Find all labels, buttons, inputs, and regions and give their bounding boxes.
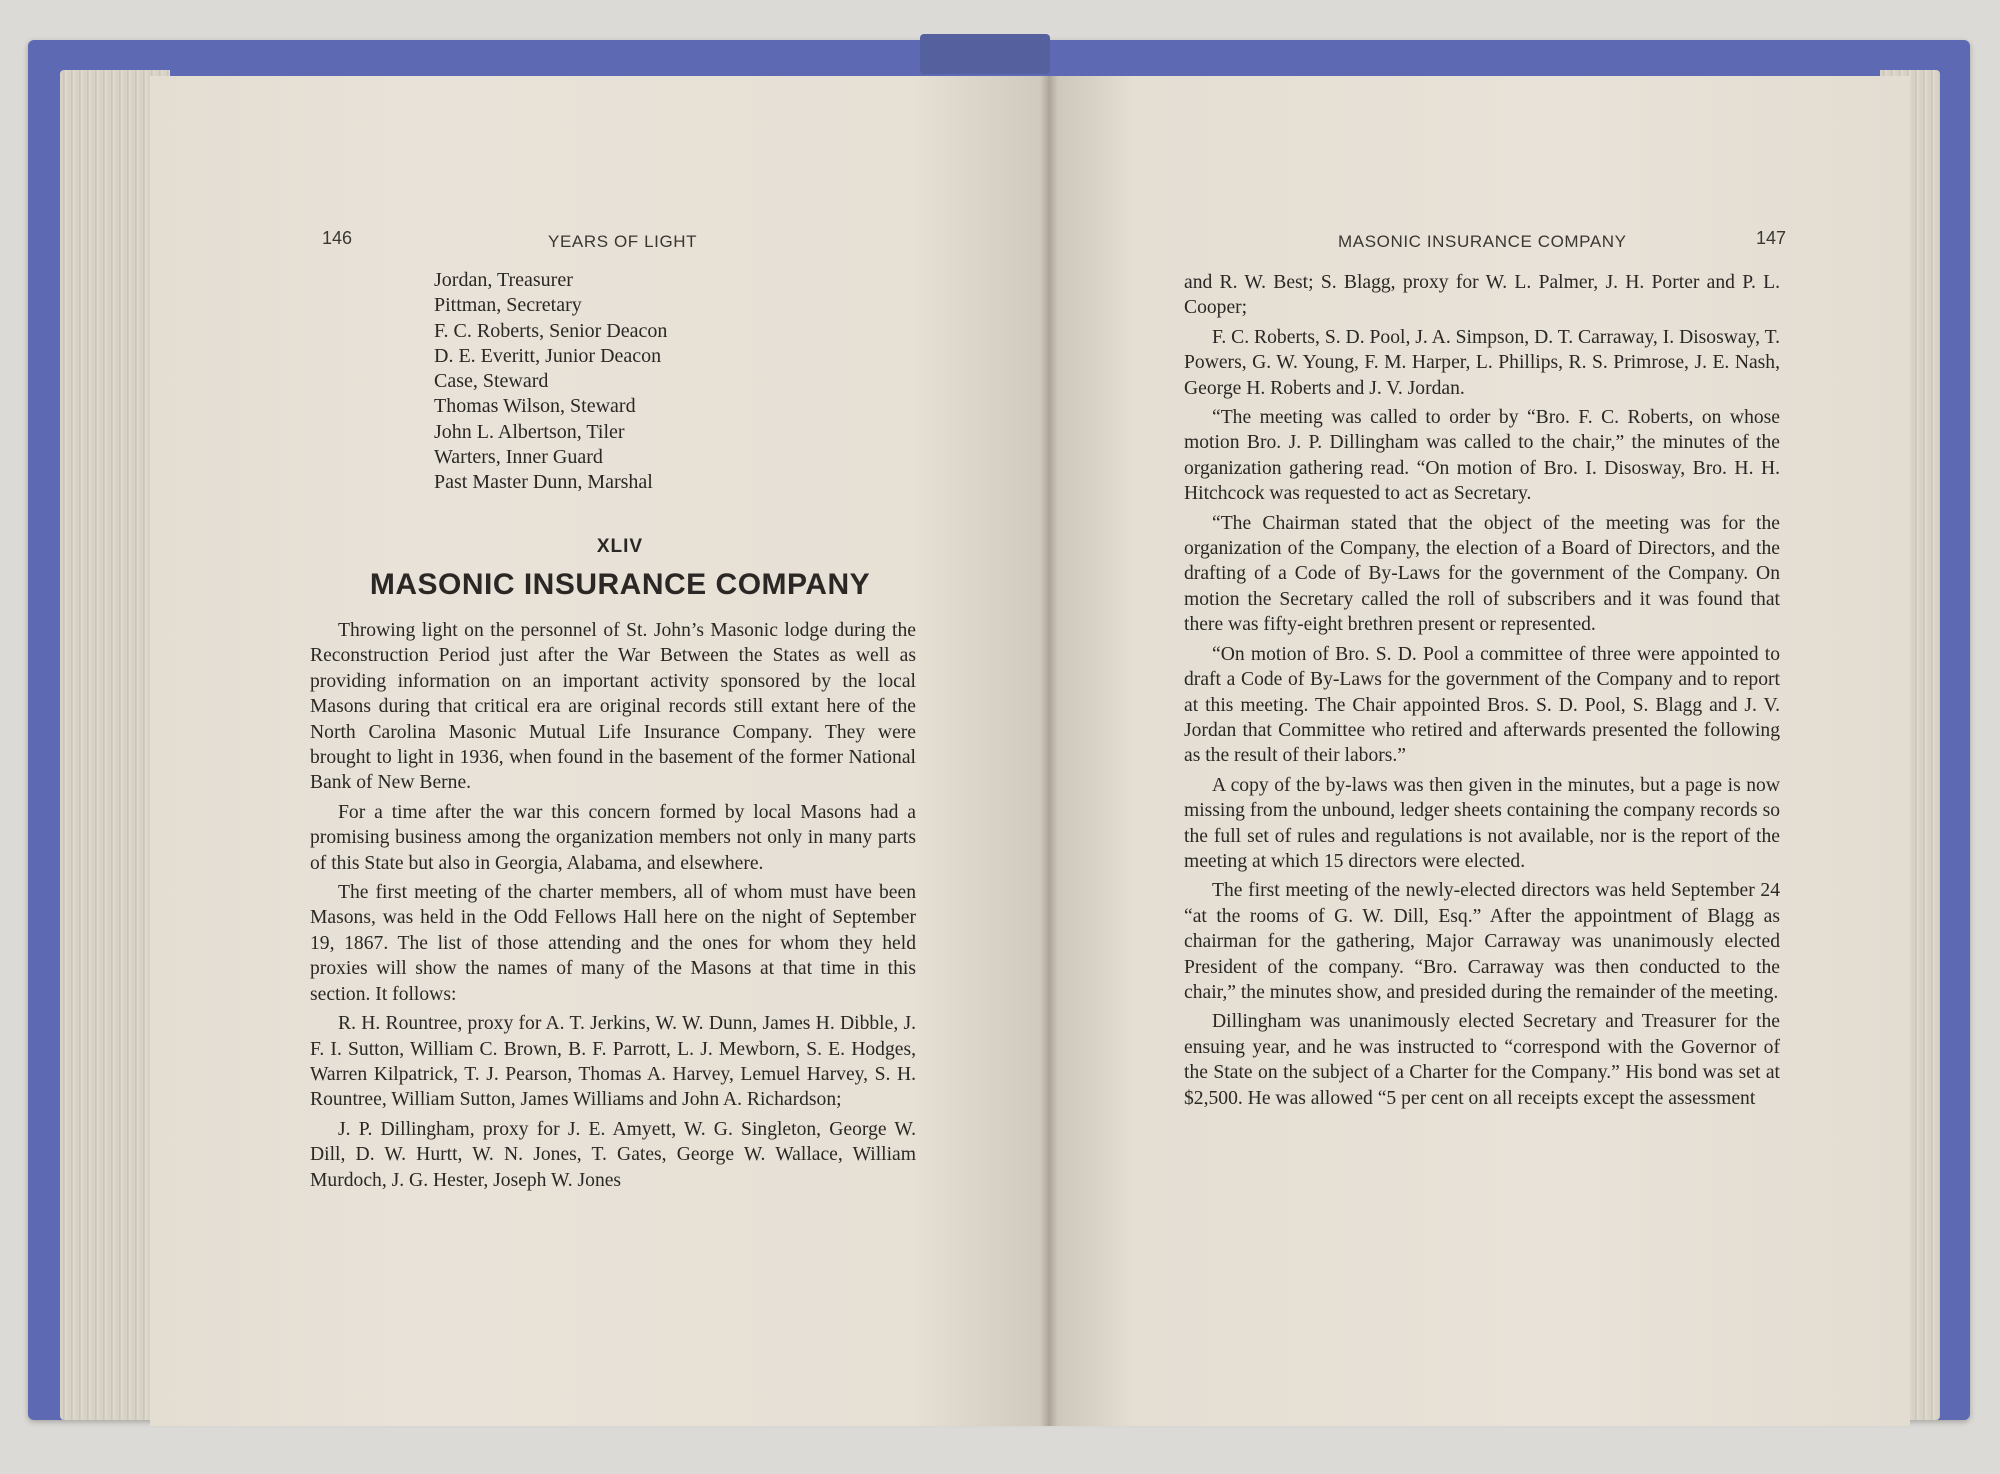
paragraph: For a time after the war this concern formed by local Masons had a promising business among the organization members not only in many parts of this State but also in Georgia, Alabama, and elsewhere.	[310, 801, 916, 874]
officer-entry: Warters, Inner Guard	[434, 446, 603, 469]
paragraph: F. C. Roberts, S. D. Pool, J. A. Simpson, D. T. Carraway, I. Disosway, T. Powers, G. W. Young, F. M. Harper, L. Phillips, R. S. Primrose, J. E. Nash, George H. Roberts and J. V. Jordan.	[1184, 326, 1780, 399]
book-spine	[920, 34, 1050, 74]
paragraph: Throwing light on the personnel of St. John’s Masonic lodge during the Reconstruction Period just after the War Between the States as well as providing information on an important activity sponsored by the local Masons during that critical era are original records still extant here of the North Carolina Masonic Mutual Life Insurance Company. They were brought to light in 1936, when found in the basement of the former National Bank of New Berne.	[310, 620, 916, 794]
chapter-title: MASONIC INSURANCE COMPANY	[369, 568, 871, 601]
paragraph: A copy of the by-laws was then given in the minutes, but a page is now missing from the unbound, ledger sheets containing the company records so the full set of rules and regulations is not available, nor is the report of the meeting at which 15 directors were elected.	[1184, 774, 1780, 872]
continued-paragraph: and R. W. Best; S. Blagg, proxy for W. L. Palmer, J. H. Porter and P. L. Cooper;	[1184, 272, 1780, 319]
paragraph: “On motion of Bro. S. D. Pool a committee of three were appointed to draft a Code of By-Laws for the government of the Company and to report at this meeting. The Chair appointed Bros. S. D. Pool, S. Blagg and J. V. Jordan that Committee who retired and afterwards presented the following as the result of their labors.”	[1184, 643, 1780, 767]
left-body-text	[310, 618, 916, 1193]
right-running-head: MASONIC INSURANCE COMPANY	[1338, 232, 1627, 251]
paragraph: The first meeting of the charter members, all of whom must have been Masons, was held in the Odd Fellows Hall here on the night of September 19, 1867. The list of those attending and the ones for whom they held proxies will show the names of many of the Masons at that time in this section. It follows:	[310, 882, 916, 1005]
officer-list	[434, 268, 834, 496]
officer-entry: F. C. Roberts, Senior Deacon	[434, 319, 668, 342]
officer-entry: Past Master Dunn, Marshal	[434, 471, 653, 494]
officer-entry: Jordan, Treasurer	[434, 269, 573, 291]
paragraph: J. P. Dillingham, proxy for J. E. Amyett, W. G. Singleton, George W. Dill, D. W. Hurtt, W. N. Jones, T. Gates, George W. Wallace, William Murdoch, J. G. Hester, Joseph W. Jones	[310, 1118, 916, 1191]
paragraph: The first meeting of the newly-elected directors was held September 24 “at the rooms of G. W. Dill, Esq.” After the appointment of Blagg as chairman for the gathering, Major Carraway was unanimously elected President of the company. “Bro. Carraway was then conducted to the chair,” the minutes show, and presided during the remainder of the meeting.	[1184, 880, 1780, 1003]
officer-entry: D. E. Everitt, Junior Deacon	[434, 344, 662, 367]
paragraph: “The meeting was called to order by “Bro. F. C. Roberts, on whose motion Bro. J. P. Dillingham was called to the chair,” the minutes of the organization gathering read. “On motion of Bro. I. Disosway, Bro. H. H. Hitchcock was requested to act as Secretary.	[1184, 407, 1780, 505]
left-running-head: YEARS OF LIGHT	[548, 232, 698, 251]
paragraph: “The Chairman stated that the object of the meeting was for the organization of the Company, the election of a Board of Directors, and the drafting of a Code of By-Laws for the government of the Company. On motion the Secretary called the roll of subscribers and it was found that there was fifty-eight brethren present or represented.	[1184, 512, 1780, 636]
right-body-text	[1184, 270, 1780, 1111]
officer-entry: Thomas Wilson, Steward	[434, 395, 636, 418]
officer-entry: John L. Albertson, Tiler	[434, 420, 625, 443]
chapter-number: XLIV	[596, 536, 644, 557]
left-page-number: 146	[322, 228, 353, 248]
officer-entry: Pittman, Secretary	[434, 294, 582, 317]
book-gutter	[1040, 76, 1058, 1426]
paragraph: R. H. Rountree, proxy for A. T. Jerkins, W. W. Dunn, James H. Dibble, J. F. I. Sutton, William C. Brown, B. F. Parrott, L. J. Mewborn, S. E. Hodges, Warren Kilpatrick, T. J. Pearson, Thomas A. Harvey, Lemuel Harvey, S. H. Rountree, William Sutton, James Williams and John A. Richardson;	[310, 1013, 916, 1111]
paragraph: Dillingham was unanimously elected Secretary and Treasurer for the ensuing year, and he was instructed to “correspond with the Governor of the State on the subject of a Charter for the Company.” His bond was set at $2,500. He was allowed “5 per cent on all receipts except the assessment	[1184, 1011, 1780, 1109]
officer-entry: Case, Steward	[434, 370, 549, 393]
right-page-number: 147	[1756, 228, 1787, 248]
